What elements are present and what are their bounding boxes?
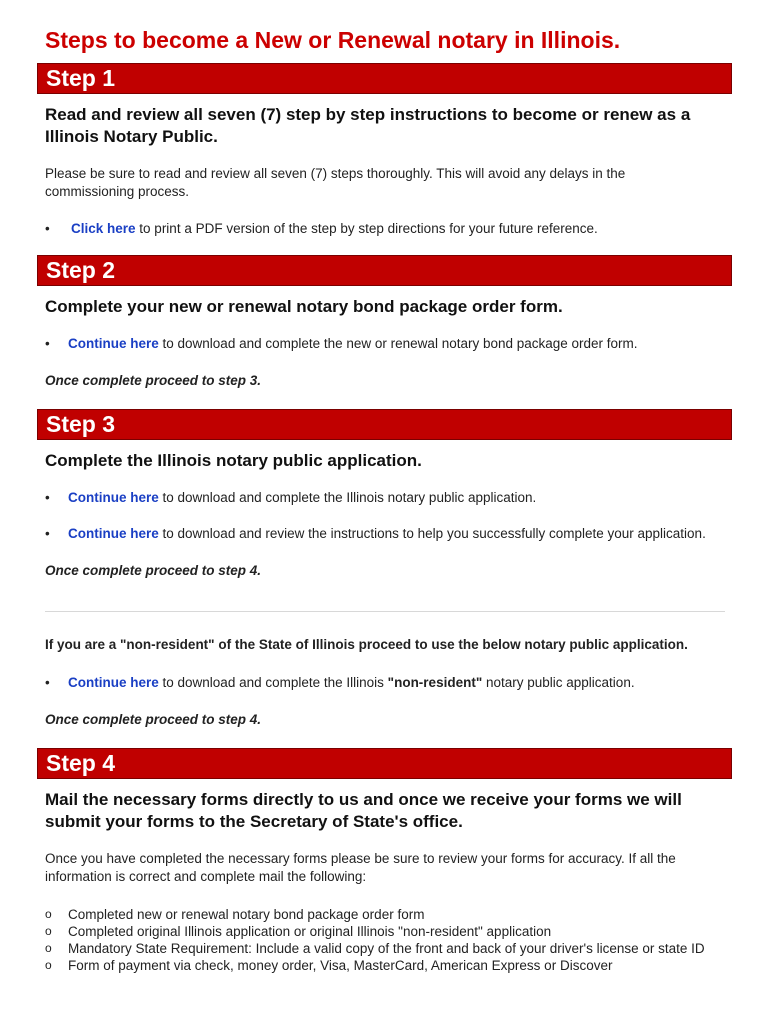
step-1-heading: Read and review all seven (7) step by step instructions to become or renew as a Illinois Notary Public. [45,105,691,146]
circle-bullet-icon: o [45,924,52,938]
step-2-proceed-note: Once complete proceed to step 3. [45,373,262,388]
bullet-text: to print a PDF version of the step by step directions for your future reference. [135,221,598,236]
step-3-proceed-note: Once complete proceed to step 4. [45,563,262,578]
section-divider [45,611,725,612]
bullet-dot: • [45,221,50,236]
bullet-dot: • [45,675,50,690]
circle-bullet-icon: o [45,907,52,921]
circle-bullet-icon: o [45,941,52,955]
step-3-heading: Complete the Illinois notary public application. [45,451,422,470]
bullet-text: to download and complete the Illinois [158,675,388,690]
bullet-dot: • [45,336,50,351]
non-resident-emphasis: "non-resident" [387,675,483,690]
continue-here-order-form-link[interactable]: Continue here [68,336,159,351]
step-2-heading: Complete your new or renewal notary bond package order form. [45,297,563,316]
bullet-text: notary public application. [482,675,635,690]
step-4-banner: Step 4 [37,748,732,779]
page-title: Steps to become a New or Renewal notary in Illinois. [45,27,621,53]
bullet-dot: • [45,526,50,541]
bullet-text: to download and complete the new or renewal notary bond package order form. [158,336,638,351]
step-4-paragraph: Once you have completed the necessary forms please be sure to review your forms for accuracy. If all the information is correct and complete mail the following: [45,851,676,884]
continue-here-non-resident-link[interactable]: Continue here [68,675,159,690]
step-3-proceed-note-2: Once complete proceed to step 4. [45,712,262,727]
step-4-heading: Mail the necessary forms directly to us and once we receive your forms we will submit your forms to the Secretary of State's office. [45,790,682,831]
bullet-text: to download and complete the Illinois notary public application. [158,490,537,505]
continue-here-instructions-link[interactable]: Continue here [68,526,159,541]
circle-bullet-icon: o [45,958,52,972]
step-3-banner: Step 3 [37,409,732,440]
step-1-paragraph: Please be sure to read and review all seven (7) steps thoroughly. This will avoid any delays in the commissioning process. [45,166,626,199]
bullet-text: to download and review the instructions to help you successfully complete your application. [158,526,706,541]
non-resident-heading: If you are a "non-resident" of the State of Illinois proceed to use the below notary public application. [45,637,688,652]
click-here-pdf-link[interactable]: Click here [71,221,136,236]
step-1-banner: Step 1 [37,63,732,94]
continue-here-application-link[interactable]: Continue here [68,490,159,505]
step-2-banner: Step 2 [37,255,732,286]
bullet-dot: • [45,490,50,505]
